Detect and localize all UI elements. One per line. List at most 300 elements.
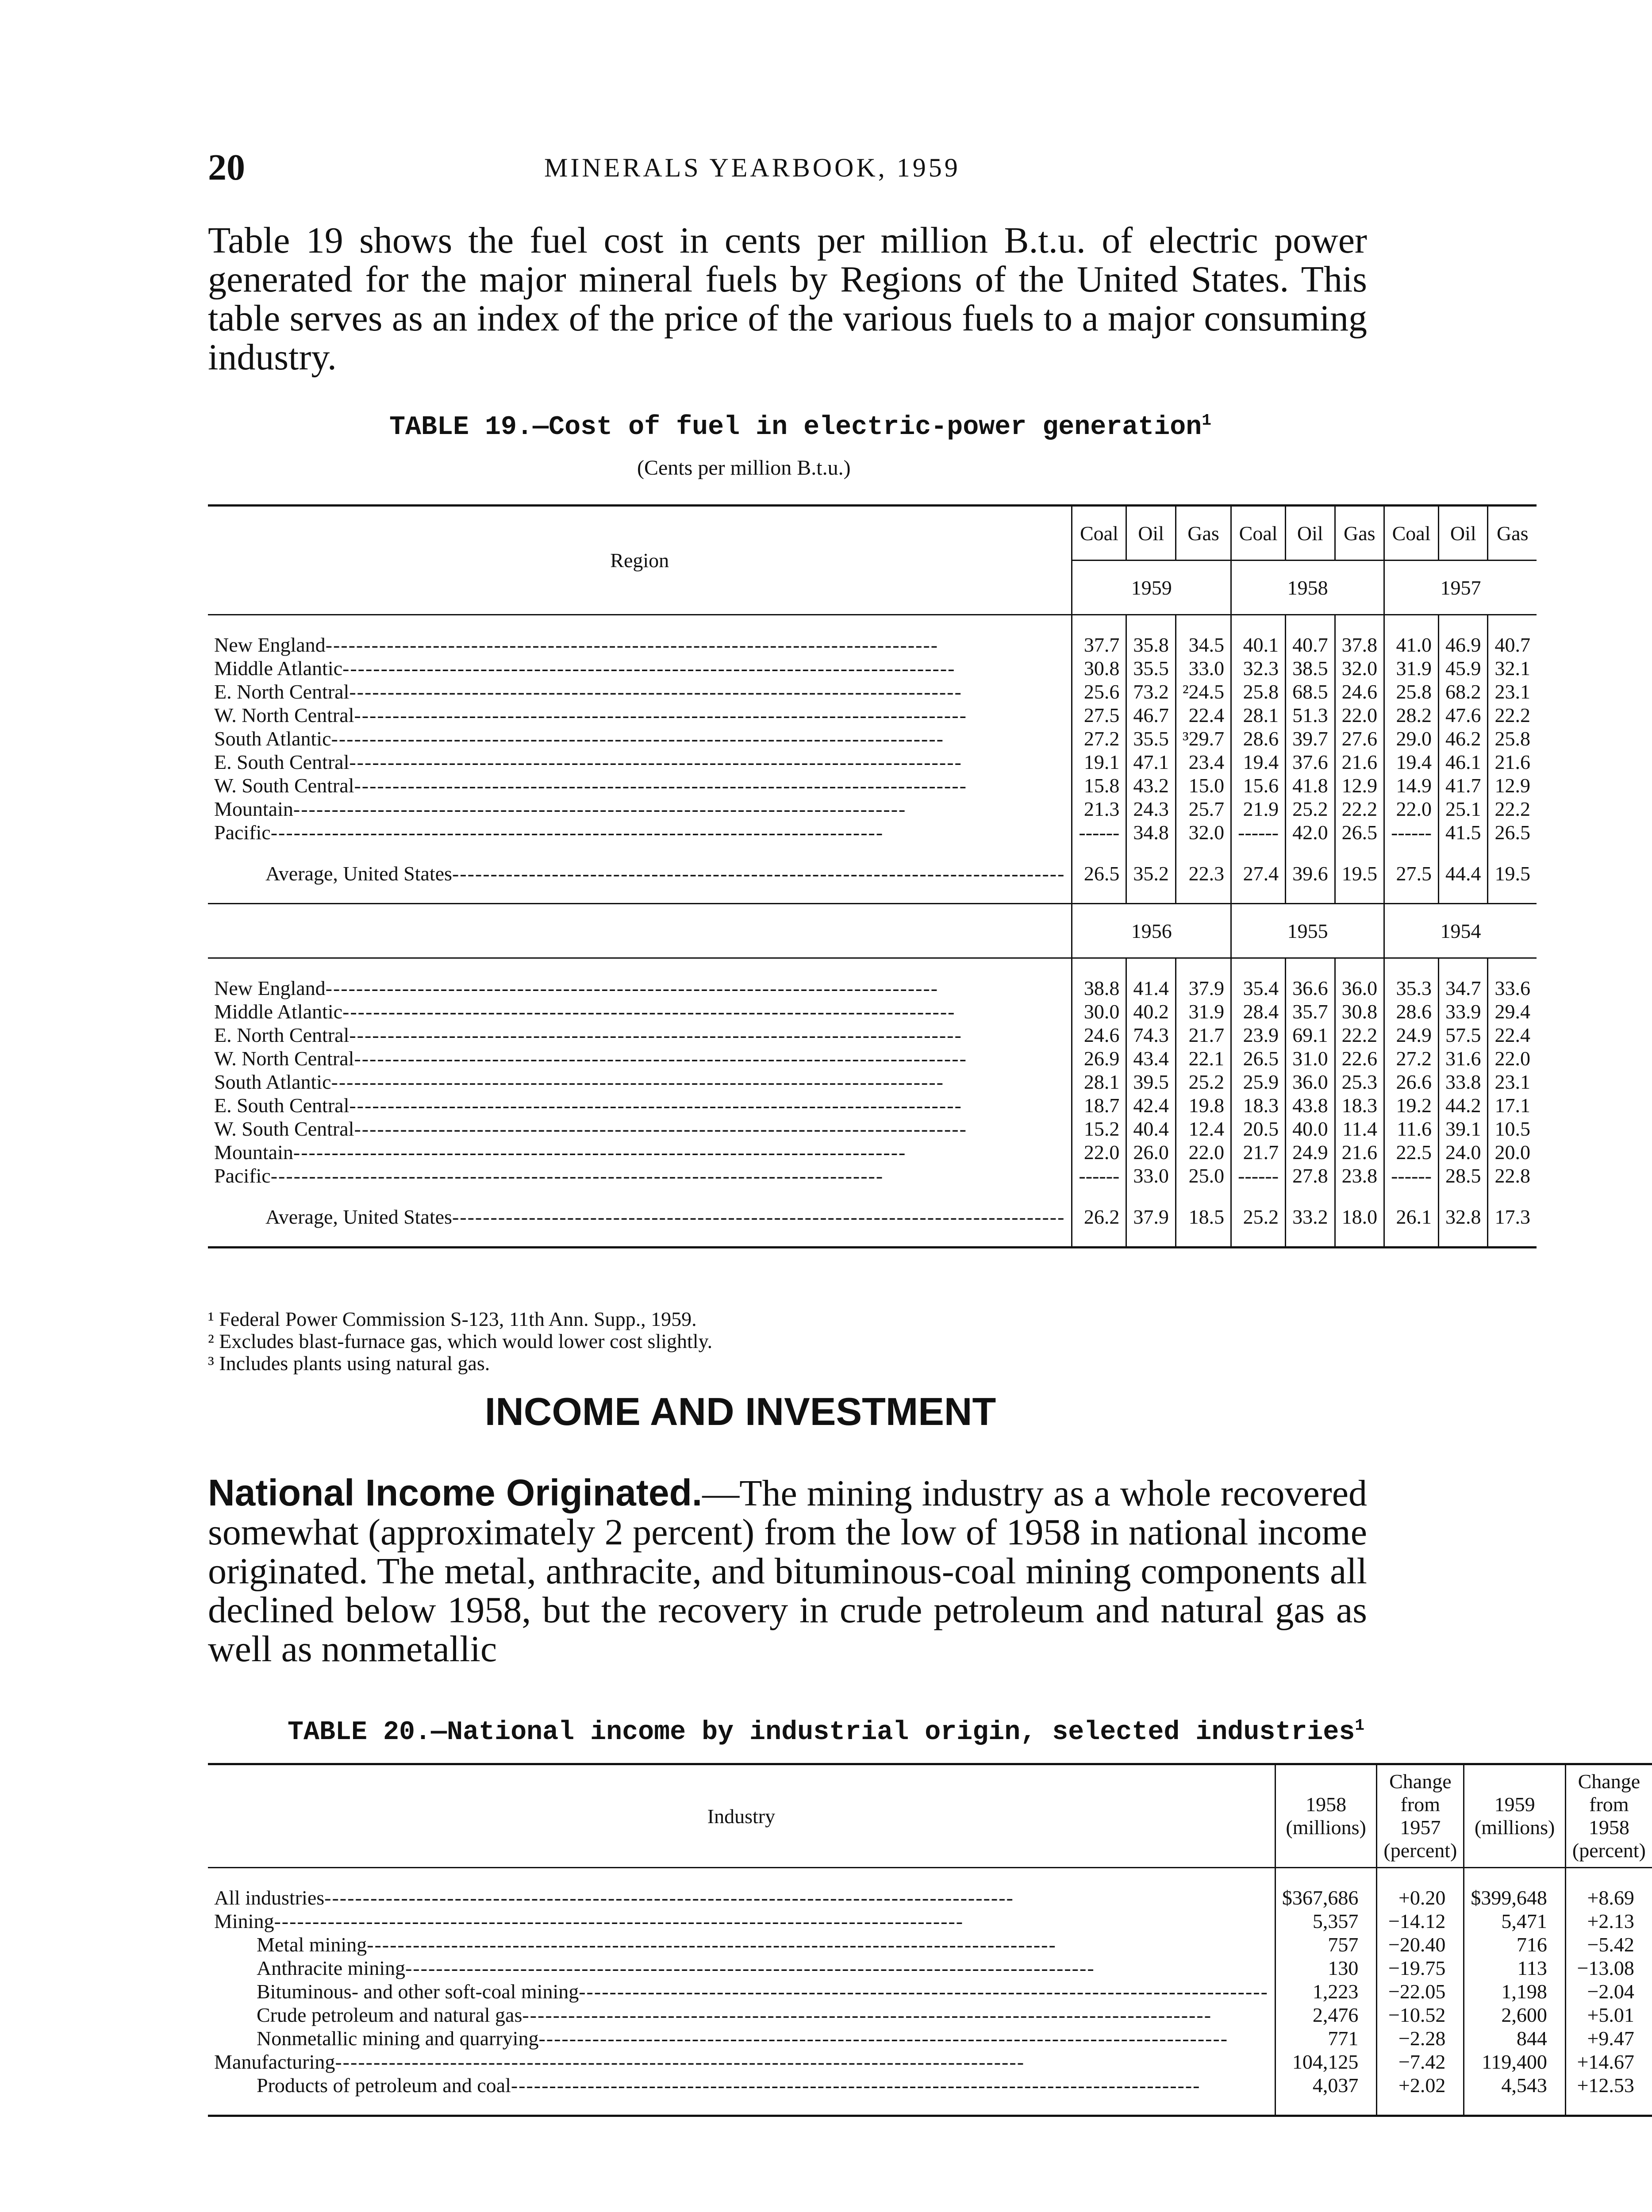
data-cell: 22.0: [1384, 797, 1439, 821]
data-cell: 26.5: [1231, 1047, 1286, 1070]
table19-footnote: ³ Includes plants using natural gas.: [208, 1352, 490, 1375]
data-cell: 18.7: [1072, 1094, 1126, 1117]
data-cell: −19.75: [1377, 1956, 1464, 1980]
leader-dots: ------------------------------------------------------------------------------------------: [367, 1933, 1057, 1956]
fuel-header: Oil: [1126, 506, 1176, 561]
label-text: South Atlantic: [214, 727, 331, 750]
data-cell: 14.9: [1384, 774, 1439, 797]
label-text: W. South Central: [214, 774, 354, 797]
section-heading: INCOME AND INVESTMENT: [484, 1390, 996, 1433]
region-label: [208, 1070, 1072, 1094]
label-text: W. South Central: [214, 1118, 354, 1140]
data-cell: 22.5: [1384, 1141, 1439, 1164]
data-cell: 33.9: [1438, 1000, 1488, 1023]
data-cell: ------: [1384, 821, 1439, 844]
table-row: [208, 2027, 1652, 2050]
section-lead-in: National Income Originated.: [208, 1472, 703, 1513]
region-label: [208, 976, 1072, 1000]
label-text: Average, United States: [265, 862, 452, 885]
data-cell: 40.1: [1231, 633, 1286, 657]
data-cell: +0.20: [1377, 1886, 1464, 1909]
data-cell: 21.7: [1176, 1023, 1231, 1047]
leader-dots: --------------------------------------------------------------------------------: [293, 1141, 907, 1164]
table19-average-a: [208, 862, 1537, 885]
data-cell: ------: [1384, 1164, 1439, 1187]
leader-dots: --------------------------------------------------------------------------------: [293, 798, 907, 820]
table19-caption-text: TABLE 19.—Cost of fuel in electric-power generation: [389, 412, 1202, 442]
label-text: New England: [214, 977, 326, 999]
data-cell: 21.6: [1488, 750, 1537, 774]
data-cell: −2.04: [1565, 1980, 1652, 2003]
industry-header: Industry: [707, 1805, 776, 1828]
average-row: [208, 862, 1537, 885]
table-row: [208, 797, 1537, 821]
label-text: Metal mining: [257, 1933, 367, 1956]
label-text: E. North Central: [214, 1024, 350, 1046]
table19-fuel-header-row: [208, 506, 1537, 561]
data-cell: 21.6: [1335, 1141, 1384, 1164]
leader-dots: ------------------------------------------------------------------------------------------: [511, 2074, 1201, 2097]
data-cell: 32.1: [1488, 657, 1537, 680]
data-cell: 31.6: [1438, 1047, 1488, 1070]
table19-block-b: [208, 976, 1537, 1187]
table20-caption-text: TABLE 20.—National income by industrial origin, selected industries: [288, 1717, 1355, 1747]
year-label: 1956: [1072, 904, 1231, 958]
data-cell: 36.6: [1286, 976, 1335, 1000]
table20-header-row: [208, 1764, 1652, 1868]
data-cell: 27.4: [1231, 862, 1286, 885]
region-header: Region: [208, 506, 1072, 615]
data-cell: 29.0: [1384, 727, 1439, 750]
label-text: Mountain: [214, 1141, 293, 1164]
data-cell: 22.2: [1488, 703, 1537, 727]
data-cell: 35.7: [1286, 1000, 1335, 1023]
industry-label: [208, 2027, 1275, 2050]
leader-dots: --------------------------------------------------------------------------------: [270, 821, 884, 844]
data-cell: 25.0: [1176, 1164, 1231, 1187]
data-cell: ²24.5: [1176, 680, 1231, 703]
fuel-header: Oil: [1286, 506, 1335, 561]
table-row: [208, 821, 1537, 844]
data-cell: 25.8: [1231, 680, 1286, 703]
data-cell: +8.69: [1565, 1886, 1652, 1909]
data-cell: 18.0: [1335, 1205, 1384, 1229]
data-cell: 22.0: [1176, 1141, 1231, 1164]
table19-caption-note: 1: [1202, 411, 1211, 430]
leader-dots: --------------------------------------------------------------------------------: [354, 774, 967, 797]
label-text: Middle Atlantic: [214, 1000, 343, 1023]
data-cell: 113: [1464, 1956, 1566, 1980]
data-cell: 24.6: [1072, 1023, 1126, 1047]
data-cell: 41.8: [1286, 774, 1335, 797]
table-row: [208, 1000, 1537, 1023]
data-cell: 26.1: [1384, 1205, 1439, 1229]
section-paragraph: [208, 1473, 1367, 1669]
leader-dots: --------------------------------------------------------------------------------: [452, 1206, 1065, 1228]
data-cell: 15.2: [1072, 1117, 1126, 1141]
table-row: [208, 633, 1537, 657]
region-label: [208, 1164, 1072, 1187]
data-cell: 38.8: [1072, 976, 1126, 1000]
data-cell: 40.0: [1286, 1117, 1335, 1141]
header-line: (percent): [1572, 1839, 1646, 1862]
col-header-1959: [1464, 1764, 1566, 1868]
data-cell: 68.2: [1438, 680, 1488, 703]
data-cell: 22.4: [1488, 1023, 1537, 1047]
data-cell: 28.2: [1384, 703, 1439, 727]
data-cell: −2.28: [1377, 2027, 1464, 2050]
average-row: [208, 1205, 1537, 1229]
data-cell: +9.47: [1565, 2027, 1652, 2050]
data-cell: 844: [1464, 2027, 1566, 2050]
data-cell: 130: [1275, 1956, 1377, 1980]
data-cell: 22.4: [1176, 703, 1231, 727]
table19-units: (Cents per million B.t.u.): [637, 456, 851, 480]
data-cell: +5.01: [1565, 2003, 1652, 2027]
data-cell: 11.4: [1335, 1117, 1384, 1141]
data-cell: 24.9: [1384, 1023, 1439, 1047]
data-cell: 37.6: [1286, 750, 1335, 774]
data-cell: 21.6: [1335, 750, 1384, 774]
region-label: [208, 1117, 1072, 1141]
region-label: [208, 1094, 1072, 1117]
industry-label: [208, 1909, 1275, 1933]
leader-dots: --------------------------------------------------------------------------------: [331, 1071, 944, 1093]
leader-dots: --------------------------------------------------------------------------------: [331, 727, 944, 750]
data-cell: ------: [1072, 821, 1126, 844]
data-cell: 23.1: [1488, 1070, 1537, 1094]
table19-footnote: ² Excludes blast-furnace gas, which would lower cost slightly.: [208, 1330, 713, 1352]
data-cell: 20.0: [1488, 1141, 1537, 1164]
data-cell: 40.7: [1286, 633, 1335, 657]
data-cell: 15.6: [1231, 774, 1286, 797]
table20-body: [208, 1886, 1652, 2097]
data-cell: 42.4: [1126, 1094, 1176, 1117]
table-row: [208, 1047, 1537, 1070]
data-cell: 35.5: [1126, 657, 1176, 680]
data-cell: 27.5: [1072, 703, 1126, 727]
data-cell: 1,223: [1275, 1980, 1377, 2003]
year-label: 1954: [1384, 904, 1537, 958]
data-cell: 4,037: [1275, 2074, 1377, 2097]
data-cell: 104,125: [1275, 2050, 1377, 2074]
fuel-header: Coal: [1384, 506, 1439, 561]
data-cell: 26.5: [1488, 821, 1537, 844]
table19-block-a: [208, 633, 1537, 844]
data-cell: 33.6: [1488, 976, 1537, 1000]
label-text: E. South Central: [214, 751, 350, 773]
data-cell: 44.2: [1438, 1094, 1488, 1117]
average-label: [208, 1205, 1072, 1229]
leader-dots: --------------------------------------------------------------------------------: [349, 680, 962, 703]
data-cell: 24.6: [1335, 680, 1384, 703]
leader-dots: ------------------------------------------------------------------------------------------: [538, 2027, 1229, 2050]
leader-dots: ------------------------------------------------------------------------------------------: [405, 1957, 1095, 1979]
header-line: 1958: [1306, 1793, 1347, 1816]
data-cell: 10.5: [1488, 1117, 1537, 1141]
data-cell: 44.4: [1438, 862, 1488, 885]
table-row: [208, 1980, 1652, 2003]
page-number: 20: [208, 147, 245, 188]
data-cell: 35.8: [1126, 633, 1176, 657]
data-cell: 12.9: [1335, 774, 1384, 797]
data-cell: 28.1: [1231, 703, 1286, 727]
leader-dots: ------------------------------------------------------------------------------------------: [324, 1886, 1014, 1909]
data-cell: 26.2: [1072, 1205, 1126, 1229]
data-cell: 119,400: [1464, 2050, 1566, 2074]
table-row: [208, 1023, 1537, 1047]
table19: [208, 504, 1537, 1248]
data-cell: 26.0: [1126, 1141, 1176, 1164]
data-cell: ------: [1231, 1164, 1286, 1187]
data-cell: −10.52: [1377, 2003, 1464, 2027]
fuel-header: Gas: [1176, 506, 1231, 561]
label-text: Pacific: [214, 821, 271, 844]
header-line: Change: [1578, 1770, 1640, 1793]
data-cell: 32.0: [1176, 821, 1231, 844]
data-cell: 26.6: [1384, 1070, 1439, 1094]
data-cell: 18.5: [1176, 1205, 1231, 1229]
data-cell: 26.5: [1072, 862, 1126, 885]
table19-year-row-b: [208, 904, 1537, 958]
leader-dots: --------------------------------------------------------------------------------: [325, 977, 939, 999]
header-line: 1959: [1494, 1793, 1535, 1816]
leader-dots: --------------------------------------------------------------------------------: [354, 1047, 967, 1070]
data-cell: 39.7: [1286, 727, 1335, 750]
data-cell: 31.9: [1384, 657, 1439, 680]
label-text: All industries: [214, 1886, 325, 1909]
data-cell: 25.8: [1488, 727, 1537, 750]
data-cell: 34.7: [1438, 976, 1488, 1000]
data-cell: 12.4: [1176, 1117, 1231, 1141]
region-label: [208, 750, 1072, 774]
data-cell: 35.2: [1126, 862, 1176, 885]
data-cell: 5,357: [1275, 1909, 1377, 1933]
data-cell: 19.8: [1176, 1094, 1231, 1117]
table-row: [208, 1909, 1652, 1933]
leader-dots: --------------------------------------------------------------------------------: [349, 751, 962, 773]
leader-dots: --------------------------------------------------------------------------------: [342, 657, 956, 680]
data-cell: 22.3: [1176, 862, 1231, 885]
data-cell: 22.6: [1335, 1047, 1384, 1070]
data-cell: 4,543: [1464, 2074, 1566, 2097]
data-cell: 43.2: [1126, 774, 1176, 797]
data-cell: 38.5: [1286, 657, 1335, 680]
data-cell: +2.13: [1565, 1909, 1652, 1933]
data-cell: 19.5: [1488, 862, 1537, 885]
data-cell: 23.1: [1488, 680, 1537, 703]
header-line: Change: [1389, 1770, 1452, 1793]
data-cell: 21.7: [1231, 1141, 1286, 1164]
table19-caption: [389, 411, 1211, 442]
data-cell: 23.8: [1335, 1164, 1384, 1187]
data-cell: 28.5: [1438, 1164, 1488, 1187]
data-cell: 30.0: [1072, 1000, 1126, 1023]
data-cell: 757: [1275, 1933, 1377, 1956]
data-cell: 40.4: [1126, 1117, 1176, 1141]
data-cell: 26.9: [1072, 1047, 1126, 1070]
industry-label: [208, 1956, 1275, 1980]
data-cell: 25.3: [1335, 1070, 1384, 1094]
leader-dots: ------------------------------------------------------------------------------------------: [274, 1910, 964, 1932]
data-cell: 19.4: [1384, 750, 1439, 774]
industry-label: [208, 2003, 1275, 2027]
data-cell: 35.5: [1126, 727, 1176, 750]
data-cell: 30.8: [1335, 1000, 1384, 1023]
table-row: [208, 1164, 1537, 1187]
data-cell: 25.2: [1231, 1205, 1286, 1229]
data-cell: +2.02: [1377, 2074, 1464, 2097]
table-row: [208, 774, 1537, 797]
data-cell: 41.7: [1438, 774, 1488, 797]
year-label: 1959: [1072, 561, 1231, 615]
data-cell: 33.0: [1126, 1164, 1176, 1187]
fuel-header: Coal: [1072, 506, 1126, 561]
label-text: Nonmetallic mining and quarrying: [257, 2027, 539, 2050]
label-text: New England: [214, 634, 326, 656]
data-cell: 15.8: [1072, 774, 1126, 797]
data-cell: 29.4: [1488, 1000, 1537, 1023]
data-cell: 22.0: [1488, 1047, 1537, 1070]
header-line: from 1958: [1588, 1793, 1629, 1839]
data-cell: 25.2: [1286, 797, 1335, 821]
data-cell: 28.6: [1384, 1000, 1439, 1023]
data-cell: 25.1: [1438, 797, 1488, 821]
data-cell: 22.2: [1335, 1023, 1384, 1047]
table20-caption-note: 1: [1355, 1717, 1365, 1735]
label-text: Anthracite mining: [257, 1957, 405, 1979]
data-cell: −5.42: [1565, 1933, 1652, 1956]
leader-dots: --------------------------------------------------------------------------------: [354, 704, 967, 726]
table-row: [208, 2050, 1652, 2074]
table-row: [208, 1933, 1652, 1956]
data-cell: 25.6: [1072, 680, 1126, 703]
data-cell: 46.1: [1438, 750, 1488, 774]
data-cell: 47.1: [1126, 750, 1176, 774]
leader-dots: ------------------------------------------------------------------------------------------: [522, 2004, 1212, 2026]
data-cell: 31.9: [1176, 1000, 1231, 1023]
data-cell: 33.8: [1438, 1070, 1488, 1094]
label-text: E. North Central: [214, 680, 350, 703]
industry-label: [208, 2074, 1275, 2097]
leader-dots: --------------------------------------------------------------------------------: [452, 862, 1065, 885]
leader-dots: --------------------------------------------------------------------------------: [325, 634, 939, 656]
data-cell: 1,198: [1464, 1980, 1566, 2003]
label-text: Pacific: [214, 1164, 271, 1187]
table-row: [208, 750, 1537, 774]
table-row: [208, 703, 1537, 727]
data-cell: 22.0: [1072, 1141, 1126, 1164]
data-cell: 68.5: [1286, 680, 1335, 703]
data-cell: 22.0: [1335, 703, 1384, 727]
label-text: Crude petroleum and natural gas: [257, 2004, 522, 2026]
year-label: 1957: [1384, 561, 1537, 615]
data-cell: 33.0: [1176, 657, 1231, 680]
region-label: [208, 1141, 1072, 1164]
data-cell: 34.8: [1126, 821, 1176, 844]
data-cell: −22.05: [1377, 1980, 1464, 2003]
label-text: Mountain: [214, 798, 293, 820]
label-text: W. North Central: [214, 704, 354, 726]
label-text: Middle Atlantic: [214, 657, 343, 680]
data-cell: 27.2: [1072, 727, 1126, 750]
table-row: [208, 657, 1537, 680]
data-cell: −14.12: [1377, 1909, 1464, 1933]
data-cell: 27.2: [1384, 1047, 1439, 1070]
data-cell: 2,600: [1464, 2003, 1566, 2027]
data-cell: 19.4: [1231, 750, 1286, 774]
table-row: [208, 2003, 1652, 2027]
data-cell: 43.8: [1286, 1094, 1335, 1117]
region-label: [208, 1023, 1072, 1047]
data-cell: 22.2: [1335, 797, 1384, 821]
data-cell: $399,648: [1464, 1886, 1566, 1909]
data-cell: 17.1: [1488, 1094, 1537, 1117]
data-cell: 24.9: [1286, 1141, 1335, 1164]
region-label: [208, 1000, 1072, 1023]
data-cell: 23.4: [1176, 750, 1231, 774]
header-line: (millions): [1474, 1816, 1555, 1839]
data-cell: 74.3: [1126, 1023, 1176, 1047]
data-cell: 51.3: [1286, 703, 1335, 727]
data-cell: 5,471: [1464, 1909, 1566, 1933]
data-cell: 33.2: [1286, 1205, 1335, 1229]
data-cell: ³29.7: [1176, 727, 1231, 750]
region-label: [208, 797, 1072, 821]
leader-dots: --------------------------------------------------------------------------------: [354, 1118, 967, 1140]
data-cell: 39.6: [1286, 862, 1335, 885]
intro-paragraph: Table 19 shows the fuel cost in cents per million B.t.u. of electric power generated for the major mineral fuels by Regions of the United States. This table serves as an index of the price of the various fuels to a major consuming industry.: [208, 220, 1367, 378]
data-cell: 27.5: [1384, 862, 1439, 885]
data-cell: 42.0: [1286, 821, 1335, 844]
data-cell: 41.5: [1438, 821, 1488, 844]
industry-label: [208, 2050, 1275, 2074]
data-cell: 26.5: [1335, 821, 1384, 844]
data-cell: 19.5: [1335, 862, 1384, 885]
col-header-change-1958: [1565, 1764, 1652, 1868]
data-cell: 25.8: [1384, 680, 1439, 703]
data-cell: 27.6: [1335, 727, 1384, 750]
region-label: [208, 1047, 1072, 1070]
data-cell: 19.2: [1384, 1094, 1439, 1117]
data-cell: 24.3: [1126, 797, 1176, 821]
data-cell: 73.2: [1126, 680, 1176, 703]
col-header-1958: [1275, 1764, 1377, 1868]
table19-average-b: [208, 1205, 1537, 1229]
data-cell: 36.0: [1286, 1070, 1335, 1094]
data-cell: −20.40: [1377, 1933, 1464, 1956]
data-cell: 18.3: [1335, 1094, 1384, 1117]
data-cell: 22.2: [1488, 797, 1537, 821]
data-cell: 41.4: [1126, 976, 1176, 1000]
data-cell: 36.0: [1335, 976, 1384, 1000]
data-cell: 46.2: [1438, 727, 1488, 750]
data-cell: 21.3: [1072, 797, 1126, 821]
data-cell: 40.2: [1126, 1000, 1176, 1023]
table-row: [208, 1141, 1537, 1164]
region-label: [208, 727, 1072, 750]
data-cell: 37.9: [1176, 976, 1231, 1000]
fuel-header: Gas: [1488, 506, 1537, 561]
data-cell: 15.0: [1176, 774, 1231, 797]
data-cell: +12.53: [1565, 2074, 1652, 2097]
data-cell: −7.42: [1377, 2050, 1464, 2074]
data-cell: 28.4: [1231, 1000, 1286, 1023]
data-cell: 11.6: [1384, 1117, 1439, 1141]
data-cell: 2,476: [1275, 2003, 1377, 2027]
region-label: [208, 774, 1072, 797]
table19-footnote: ¹ Federal Power Commission S-123, 11th Ann. Supp., 1959.: [208, 1308, 697, 1330]
